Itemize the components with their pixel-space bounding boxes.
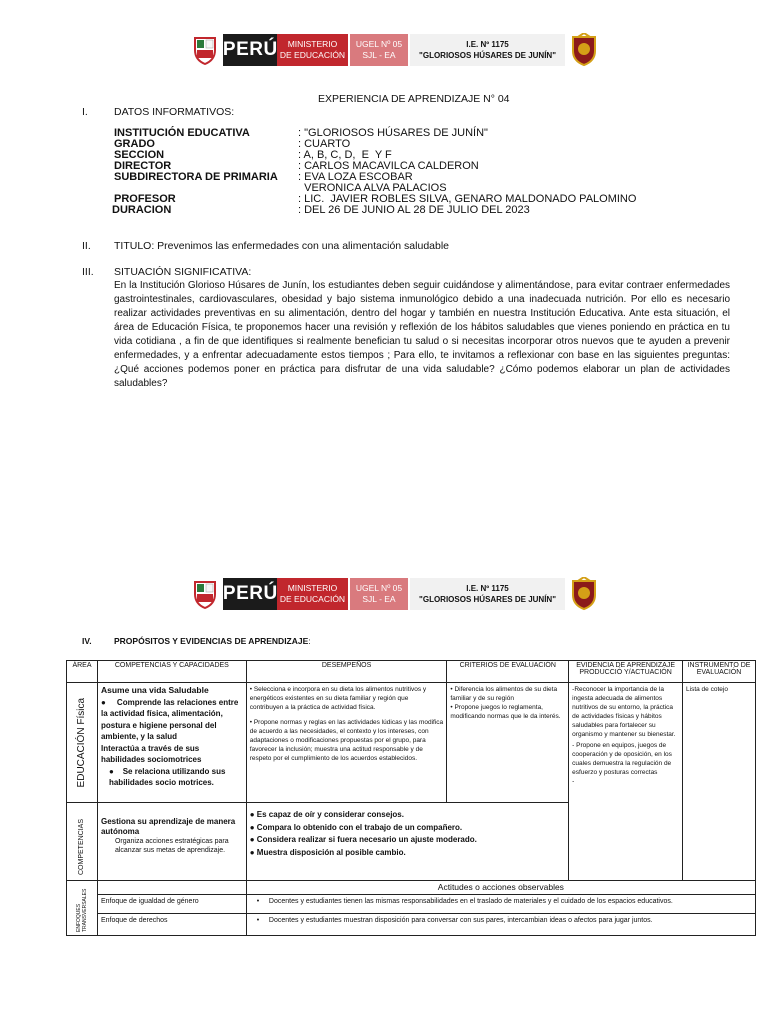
info-value: : CUARTO xyxy=(298,138,351,150)
evidencia-3: - xyxy=(572,778,575,785)
enfoque-name: Enfoque de derechos xyxy=(97,914,246,936)
enfoque-action: • Docentes y estudiantes tienen las mismas responsabilidades en el traslado de materiales y el cuidado de los espacios educativos. xyxy=(246,895,755,914)
criterio-2: • Propone juegos lo reglamenta, modificando normas que le da interés. xyxy=(450,704,561,720)
gestiona-cell xyxy=(97,803,246,881)
gestiona-items-list xyxy=(250,809,565,859)
peru-shield-icon xyxy=(190,576,219,612)
ie-line-1: I.E. Nº 1175 xyxy=(466,40,509,49)
info-label: PROFESOR xyxy=(114,193,176,205)
area-label-2: COMPETENCIAS xyxy=(78,818,86,875)
ugel-line-2: SJL - EA xyxy=(362,594,396,604)
th-area: ÁREA xyxy=(67,661,98,683)
header-banner xyxy=(190,30,600,70)
info-label: DIRECTOR xyxy=(114,160,172,172)
peru-shield-icon xyxy=(190,32,219,68)
bullet-icon: ● xyxy=(249,847,257,857)
info-label: INSTITUCIÓN EDUCATIVA xyxy=(114,127,250,139)
info-label: DURACION xyxy=(112,204,172,216)
section-3-heading: SITUACIÓN SIGNIFICATIVA: xyxy=(114,266,252,278)
enfoque-action-text: Docentes y estudiantes muestran disposición para conversar con sus pares, intercambian ideas o afectos para jugar juntos. xyxy=(268,917,653,924)
gestiona-item xyxy=(250,809,565,822)
table-row xyxy=(67,914,756,936)
criterio-1-text: Diferencia los alimentos de su dieta familiar y de su región xyxy=(450,686,558,702)
ugel-box xyxy=(350,34,409,66)
ministerio-box xyxy=(277,578,347,610)
table-row xyxy=(67,683,756,803)
propositos-table xyxy=(66,660,756,936)
evidencia-2: - Propone en equipos, juegos de cooperación y de oposición, en los cuales demuestra la regulación de esfuerzo y posturas correctas xyxy=(572,742,672,776)
header-banner-2 xyxy=(190,574,600,614)
info-value: : DEL 26 DE JUNIO AL 28 DE JULIO DEL 2023 xyxy=(298,204,530,216)
ministerio-line-2: DE EDUCACIÓN xyxy=(279,594,346,604)
school-crest-icon xyxy=(569,576,600,612)
section-3-num: III. xyxy=(82,266,94,278)
gestiona-item xyxy=(250,822,565,835)
th-desempenos: DESEMPEÑOS xyxy=(246,661,447,683)
ministerio-line-1: MINISTERIO xyxy=(287,39,338,49)
comp-capacity-2: ● Se relaciona utilizando sus habilidades socio motrices. xyxy=(108,766,226,787)
ugel-line-2: SJL - EA xyxy=(362,50,396,60)
info-label: SECCION xyxy=(114,149,165,161)
table-header-row xyxy=(67,661,756,683)
comp-mid: Interactúa a través de sus habilidades sociomotrices xyxy=(100,743,202,764)
info-value: : CARLOS MACAVILCA CALDERON xyxy=(298,160,479,172)
desempeno-1: • Selecciona e incorpora en su dieta los alimentos nutritivos y energéticos existentes en su dieta familiar y región que contribuyen a la práctica de actividad física. xyxy=(249,686,427,711)
table-row xyxy=(67,881,756,895)
gestiona-sub: Organiza acciones estratégicas para alcanzar sus metas de aprendizaje. xyxy=(114,838,229,854)
criterios-cell xyxy=(447,683,569,803)
area-label-3: ENFOQUES TRANSVERSALES xyxy=(75,888,88,932)
enfoque-action: • Docentes y estudiantes muestran disposición para conversar con sus pares, intercambian ideas o afectos para jugar juntos. xyxy=(246,914,755,936)
desempeno-2: • Propone normas y reglas en las actividades lúdicas y las modifica de acuerdo a las necesidades, el contexto y los intereses, con adaptaciones o modificaciones propuestas por el grupo, para favorecer la inclusión; muestra una actitud responsable y de respeto por el cumplimiento de los acuerdos establecidos. xyxy=(249,719,444,762)
ministerio-line-2: DE EDUCACIÓN xyxy=(279,50,346,60)
area-cell xyxy=(67,683,98,803)
comp-capacity-1: ● Comprende las relaciones entre la actividad física, alimentación, postura e higiene personal del ambiente, y la salud xyxy=(100,697,239,741)
comp-title: Asume una vida Saludable xyxy=(100,685,209,695)
peru-logo: PERÚ xyxy=(223,34,277,66)
gestiona-item xyxy=(250,834,565,847)
th-criterios: CRITERIOS DE EVALUACIÓN xyxy=(447,661,569,683)
desempeno-2-text: Propone normas y reglas en las actividades lúdicas y las modifica de acuerdo a las necesidades, el contexto y los intereses, con adaptaciones o modificaciones propuestas por el grupo, para favorecer la inclusión; muestra una actitud responsable y de respeto por el cumplimiento de los acuerdos establecidos. xyxy=(249,719,444,762)
ie-box xyxy=(410,578,564,610)
table-row xyxy=(67,895,756,914)
ie-line-2: "GLORIOSOS HÚSARES DE JUNÍN" xyxy=(419,595,556,604)
criterio-1: • Diferencia los alimentos de su dieta familiar y de su región xyxy=(450,686,558,702)
section-4-heading: PROPÓSITOS Y EVIDENCIAS DE APRENDIZAJE xyxy=(114,636,309,646)
ministerio-box xyxy=(277,34,347,66)
gestiona-item-text: Compara lo obtenido con el trabajo de un compañero. xyxy=(256,822,463,832)
gestiona-title: Gestiona su aprendizaje de manera autónoma xyxy=(100,817,236,836)
ugel-box xyxy=(350,578,409,610)
area-cell-2 xyxy=(67,803,98,881)
area-cell-3 xyxy=(67,881,98,936)
enfoque-action-text: Docentes y estudiantes tienen las mismas responsabilidades en el traslado de materiales y el cuidado de los espacios educativos. xyxy=(268,898,673,905)
th-instrumento: INSTRUMENTO DE EVALUACIÓN xyxy=(683,661,756,683)
desempenos-cell xyxy=(246,683,447,803)
gestiona-items-cell xyxy=(246,803,568,881)
info-value: VERONICA ALVA PALACIOS xyxy=(298,182,447,194)
section-2-num: II. xyxy=(82,240,91,252)
criterio-2-text: Propone juegos lo reglamenta, modificando normas que le da interés. xyxy=(450,704,561,720)
gestiona-item-text: Muestra disposición al posible cambio. xyxy=(256,847,406,857)
th-evidencia: EVIDENCIA DE APRENDIZAJE PRODUCCIÓ Y/ACTUACIÓN xyxy=(569,661,683,683)
section-4-heading-wrap xyxy=(114,636,311,646)
ministerio-line-1: MINISTERIO xyxy=(287,583,338,593)
gestiona-item xyxy=(250,847,565,860)
section-1-num: I. xyxy=(82,106,88,118)
ie-line-1: I.E. Nº 1175 xyxy=(466,584,509,593)
competencias-cell xyxy=(97,683,246,803)
th-competencias: COMPETENCIAS Y CAPACIDADES xyxy=(97,661,246,683)
evidencia-1: -Reconocer la importancia de la ingesta adecuada de alimentos nutritivos de su entorno, la práctica de actividades físicas y hábitos saludables para fortalecer su organismo y mantener su bienestar. xyxy=(572,686,676,738)
instrumento-cell: Lista de cotejo xyxy=(683,683,756,881)
ie-box xyxy=(410,34,564,66)
gestiona-item-text: Es capaz de oír y considerar consejos. xyxy=(256,810,404,819)
desempeno-1-text: Selecciona e incorpora en su dieta los alimentos nutritivos y energéticos existentes en su dieta familiar y región que contribuyen a la práctica de actividad física. xyxy=(249,686,427,711)
section-1-heading: DATOS INFORMATIVOS: xyxy=(114,106,235,118)
ugel-line-1: UGEL Nº 05 xyxy=(355,583,403,593)
evidencia-cell xyxy=(569,683,683,881)
comp-capacity-2-text: Se relaciona utilizando sus habilidades socio motrices. xyxy=(108,766,226,787)
peru-logo: PERÚ xyxy=(223,578,277,610)
bullet-icon: ● xyxy=(249,835,257,844)
section-2-title: TITULO: Prevenimos las enfermedades con una alimentación saludable xyxy=(114,240,450,252)
enfoque-name: Enfoque de igualdad de género xyxy=(97,895,246,914)
page-title: EXPERIENCIA DE APRENDIZAJE N° 04 xyxy=(318,93,510,105)
bullet-icon: ● xyxy=(249,810,257,819)
enfoque-header-empty xyxy=(97,881,246,895)
info-value: : "GLORIOSOS HÚSARES DE JUNÍN" xyxy=(298,127,488,139)
actitudes-header: Actitudes o acciones observables xyxy=(246,881,755,895)
info-value: : A, B, C, D, E Y F xyxy=(298,149,392,161)
info-value: : LIC. JAVIER ROBLES SILVA, GENARO MALDONADO PALOMINO xyxy=(298,193,637,205)
info-label: GRADO xyxy=(114,138,155,150)
comp-capacity-1-text: Comprende las relaciones entre la actividad física, alimentación, postura e higiene personal del ambiente, y la salud xyxy=(100,697,239,741)
situacion-paragraph: En la Institución Glorioso Húsares de Junín, los estudiantes deben seguir cuidándose y alimentándose, para evitar contraer enfermedades gastrointestinales, cardiovasculares, obesidad y bajo sistema inmunológico debido a una inadecuada nutrición. Por ello es necesario realizar actividades preventivas en su alimentación, dentro del hogar y también en nuestra Institución Educativa. Ante esta situación, el área de Educación Física, te proponemos hacer una revisión y reflexión de los hábitos saludables que vienes poniendo en práctica en tu vida cotidiana , a fin de que identifiques si realmente benefician tu salud o si necesitas incorporar otros nuevos que te ayuden a prevenir enfermedades, y a enfrentar adecuadamente estos tiempos ; Para ello, te invitamos a reflexionar con base en las siguientes preguntas: ¿Qué acciones podemos poner en práctica para disfrutar de una vida saludable? ¿Cómo podemos elaborar un plan de actividades saludables? xyxy=(114,280,730,389)
ugel-line-1: UGEL Nº 05 xyxy=(355,39,403,49)
gestiona-item-text: Considera realizar si fuera necesario un ajuste moderado. xyxy=(256,835,477,844)
section-4-num: IV. xyxy=(82,636,92,646)
school-crest-icon xyxy=(569,32,600,68)
area-label: EDUCACIÓN Física xyxy=(76,697,88,788)
bullet-icon: ● xyxy=(249,822,257,832)
ie-line-2: "GLORIOSOS HÚSARES DE JUNÍN" xyxy=(419,51,556,60)
info-value: : EVA LOZA ESCOBAR xyxy=(298,171,413,183)
section-4-colon: : xyxy=(308,636,311,646)
info-label: SUBDIRECTORA DE PRIMARIA xyxy=(114,171,278,183)
